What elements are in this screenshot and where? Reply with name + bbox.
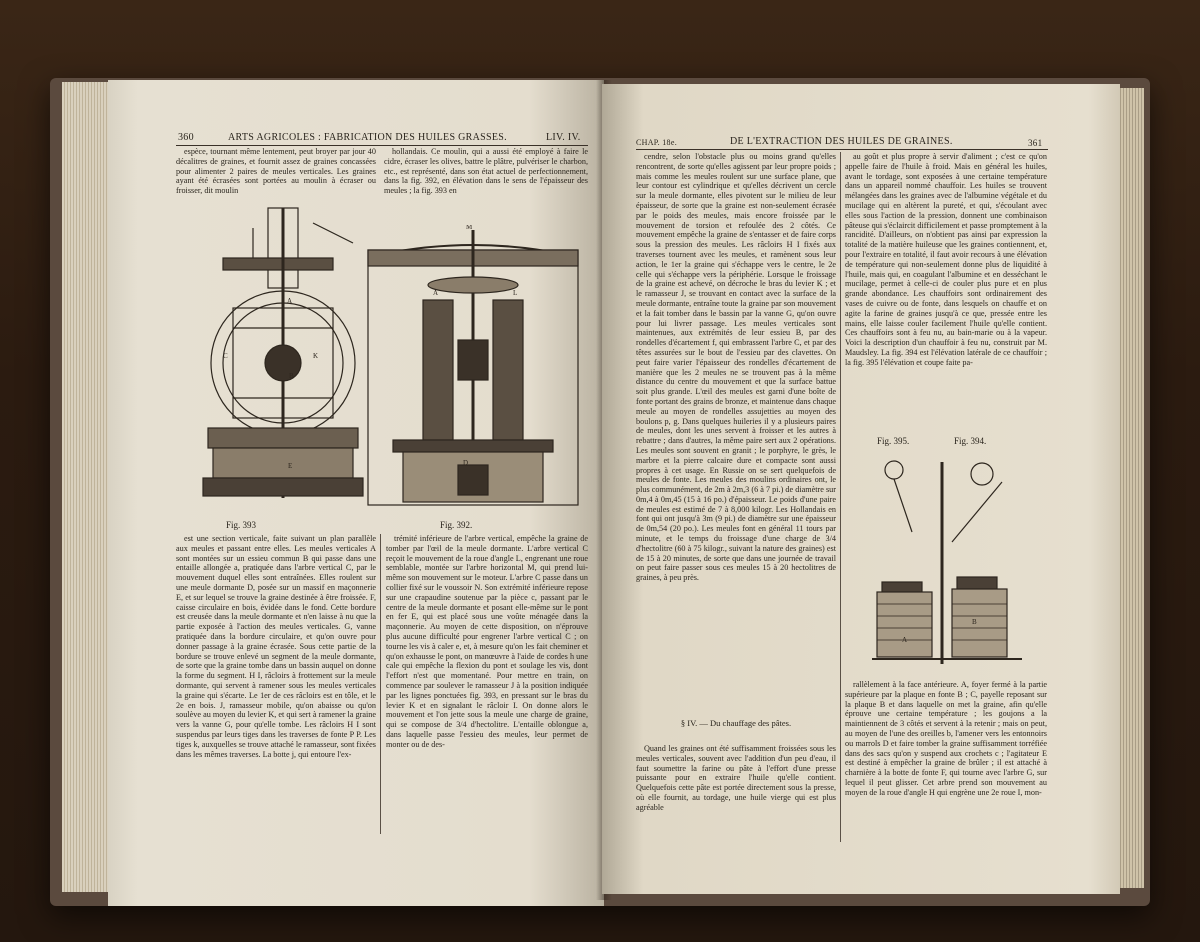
figure-392-engraving [363, 225, 583, 510]
page-number-left: 360 [178, 132, 194, 143]
top-column-1: espèce, tournant même lentement, peut broyer par jour 40 décalitres de graines, et fournit assez de graines concassées pour alimenter 2 paires de meules verticales. Les graines ayant été écrasées sont portées au moulin à écraser ou froisser, dit moulin [176, 147, 376, 196]
column-divider-left [380, 534, 381, 834]
caption-fig-395: Fig. 395. [877, 436, 910, 446]
figure-393-engraving [193, 198, 373, 508]
right-column-2: au goût et plus propre à servir d'aliment ; c'est ce qu'on appelle faire de l'huile à froid. Mais en général les huiles, avant le tordage, sont exposées à une certaine température dans un appareil nommé chauffoir. Les huiles se trouvent mélangées dans les graines avec de l'albumine végétale et du mucilage qui en altèrent la pureté, et qui, s'écoulant avec elles sous l'action de la pression, donnent une combinaison pâteuse qui s'éclaircit difficilement et passe promptement à la rancidité. D'ailleurs, on n'obtient pas ainsi par expression la totalité de la matière huileuse que les graines contiennent, et, pour l'extraire en totalité, il faut avoir recours à une élévation de température qui non-seulement donne plus de liquidité à l'huile, mais qui, en coagulant l'albumine et en desséchant le mucilage, permet à celle-ci de couler plus pure et en plus grande abondance. Les chauffoirs sont ordinairement des vases de cuivre ou de fonte, dans lesquels on chauffe et on agite la farine de graines jusqu'à ce que, pressée entre les mains, elle laisse couler facilement l'huile qu'elle contient. Ces chauffoirs sont à feu nu, au bain-marie ou à la vapeur. Voici la description d'un chauffoir à feu nu, construit par M. Maudsley. La fig. 394 est l'élévation latérale de ce chauffoir ; la fig. 395 l'élévation et coupe faite pa- [845, 152, 1047, 367]
page-edges-right [1118, 88, 1144, 888]
column-divider-right [840, 152, 841, 842]
label-c: C [223, 352, 228, 360]
right-column-2-continued: rallèlement à la face antérieure. A, foyer fermé à la partie supérieure par la plaque en fonte B ; C, payelle reposant sur la plaque B et dans laquelle on met la graine, afin qu'elle éprouve une certaine température ; les goujons a la maintiennent de 3 côtés et servent à la retenir ; mais on peut, au moyen de l'une des oreilles b, l'amener vers les entonnoirs ou marrols D et faire tomber la graine suffisamment torréfiée dans des sacs qu'on y suspend aux crochets c ; l'agitateur E est destiné à empêcher la graine de brûler ; il est attaché à charnière à la botte de fonte F, qui tourne avec l'arbre G, sur lequel il peut glisser. Cet arbre prend son mouvement au moyen de la roue d'angle H qui engrène une 2e roue I, mon- [845, 680, 1047, 797]
right-column-1-continued: Quand les graines ont été suffisamment froissées sous les meules verticales, souvent avec l'addition d'un peu d'eau, il faut soumettre la farine ou pâte à l'effort d'une presse puissante pour en extraire l'huile qu'elle contient. Quelquefois cette pâte est portée directement sous la presse, où elle fournit, au tordage, une huile vierge qui est plus agréable [636, 744, 836, 812]
chapter-label: CHAP. 18e. [636, 138, 678, 147]
page-number-right: 361 [1028, 138, 1043, 148]
page-edges-left [62, 82, 112, 892]
label-k: K [313, 352, 319, 360]
caption-fig-394: Fig. 394. [954, 436, 987, 446]
header-rule-right [636, 149, 1048, 150]
label-e: E [288, 462, 293, 470]
label-a-394: A [902, 636, 908, 644]
caption-fig-392: Fig. 392. [440, 520, 473, 530]
bottom-column-2: trémité inférieure de l'arbre vertical, empêche la graine de tomber par l'œil de la meule dormante. L'arbre vertical C reçoit le mouvement de la roue d'angle L, engrenant une roue semblable, montée sur l'arbre horizontal M, qui prend lui-même son mouvement sur le moteur. L'arbre C passe dans un collier fixé sur le voussoir N. Son extrémité inférieure repose sur une crapaudine soutenue par la pièce c, passant par le centre de la meule dormante et posant elle-même sur le pont en fer E, qui est placé sous une voûte ménagée dans la maçonnerie. Au moyen de cette disposition, on n'éprouve plus aucune difficulté pour engrener l'arbre vertical C ; on tourne les vis à caler e, et, à mesure qu'on les fait cheminer et qu'on exhausse le pont, on manœuvre à l'aide de cordes h une cale qui empêche la flexion du pont et soulage les vis, dont l'effort n'est que momentané. Pour mettre en train, on commence par soulever le ramasseur J à la position indiquée par les lignes ponctuées fig. 393, en pressant sur le bras du levier K et en signalant le râcloir I. On donne alors le mouvement et l'on jette sous la meule une charge de graine, qui se compose de 3/4 d'hectolitre. L'entaille oblongue a, dans laquelle passe l'essieu des meules, leur permet de monter ou de des- [386, 534, 588, 749]
caption-fig-393: Fig. 393 [226, 520, 257, 530]
section-heading: § IV. — Du chauffage des pâtes. [680, 718, 792, 728]
label-b: B [289, 372, 294, 380]
running-head-left: ARTS AGRICOLES : FABRICATION DES HUILES GRASSES. [228, 132, 507, 143]
left-page [108, 80, 604, 906]
label-m: M [466, 225, 473, 231]
label-a-392: A [433, 289, 439, 297]
book-label: LIV. IV. [546, 132, 581, 143]
label-l: L [513, 289, 518, 297]
header-rule [176, 145, 588, 146]
right-page [602, 84, 1120, 894]
label-a: A [287, 297, 293, 305]
right-column-1: cendre, selon l'obstacle plus ou moins grand qu'elles rencontrent, de sorte qu'elles agissent par leur propre poids ; mais comme les meules roulent sur une surface plane, que leur contour est cylindrique et qu'elles décrivent un cercle sur la meule dormante, elles pivotent sur le milieu de leur épaisseur, de sorte que la graine est non-seulement écrasée par le poids des meules, mais encore froissée par le mouvement de torsion et refoulée des 2 côtés. Ce mouvement empêche la graine de s'entasser et de faire corps sous la pression des meules. Les râcloirs H I fixés aux traverses tournent avec les meules, et ramènent sous leur action, le 1er la graine qui s'échappe vers le centre, le 2e celle qui s'échappe vers la périphérie. Lorsque le froissage de la graine est achevé, on décroche le bras du levier K ; et le ramasseur J, se trouvant en contact avec la surface de la meule dormante, entraîne toute la graine par son mouvement et la fait tomber dans le bassin par la vanne G, qu'on ouvre pour lui livrer passage. Les meules verticales sont maintenues, aux extrémités de leur essieu B, par des rondelles d'écartement f, qui embrassent l'arbre C, et par des têtes assurées sur le bout de l'essieu par des clavettes. On peut faire varier l'épaisseur des rondelles d'écartement de manière que les 2 meules ne se trouvent pas à la même distance du centre du mouvement et que la surface battue soit plus grande. L'œil des meules est garni d'une boîte de fonte portant des grains de bronze, et maintenue dans chaque meule au moyen de rondelles assujetties au moyen des boulons p, g. Dans quelques huileries il y a plusieurs paires de meules, dont les unes servent à froisser et les autres à rebattre ; dans d'autres, la même paire sert aux 2 opérations. Les meules sont souvent en granit ; le porphyre, le grès, le marbre et la pierre calcaire dure et compacte sont aussi propres à cet usage. En Russie on se sert quelquefois de meules de fonte. Les meules des moulins ordinaires ont, le plus communément, de 2m à 2m,3 (6 à 7 pi.) de diamètre sur 0m,4 à 0m,45 (15 à 16 po.) d'épaisseur. Le poids d'une paire de meules est estimé de 7 à 8,000 kilogr. Les Hollandais en font qui ont jusqu'à 3m (9 pi.) de diamètre sur une épaisseur de 0m,54 (20 po.). Les meules font en général 11 tours par minute, et le temps du froissage d'une charge de 3/4 d'hectolitre (60 à 75 kilogr., suivant la nature des graines) est de 15 à 20 minutes, de sorte que dans une journée de travail on peut faire passer sous ces meules 15 à 20 hectolitres de graines, à peu près. [636, 152, 836, 583]
label-b-394: B [972, 618, 977, 626]
top-column-2: hollandais. Ce moulin, qui a aussi été employé à faire le cidre, écraser les olives, battre le plâtre, pulvériser le charbon, etc., est représenté, dans son état actuel de perfectionnement, dans la fig. 392, en élévation dans le sens de l'épaisseur des meules ; la fig. 393 en [384, 147, 588, 196]
running-head-right: DE L'EXTRACTION DES HUILES DE GRAINES. [730, 136, 953, 147]
label-d: D [463, 459, 469, 467]
figure-394-395-engraving [872, 452, 1022, 674]
bottom-column-1: est une section verticale, faite suivant un plan parallèle aux meules et passant entre elles. Les meules verticales A sont montées sur un essieu commun B qui passe dans une entaille allongée a, pratiquée dans l'arbre vertical C, par le mouvement duquel elles sont entraînées. Elles roulent sur une meule dormante D, posée sur un massif en maçonnerie E, et sur lequel se trouve la graine destinée à être froissée. F, caisse circulaire en bois, évidée dans le fond. Cette bordure est creusée dans la meule dormante et n'en laisse à nu que la partie exposée à l'action des meules verticales. G, vanne pratiquée dans la bordure circulaire, et qu'on ouvre pour donner passage à la graine écrasée. Sous cette partie de la bordure se trouve enlevé un segment de la meule dormante, de sorte que la graine tombe dans un bassin auquel on donne la forme du segment. H I, râcloirs à frottement sur la meule dormante, qui servent à ramener sous les meules verticales la graine qui s'écarte. Le 1er de ces râcloirs est en tôle, et le 2e en bois. J, ramasseur mobile, qu'on abaisse ou qu'on soulève au moyen du levier K, et qui sert à ramener la graine vers la vanne G, pour qu'elle tombe. Les râcloirs H I sont suspendus par leurs tiges dans les traverses de fonte P P. Les tiges k, auxquelles se trouve attaché le ramasseur, sont fixées dans les mêmes traverses. La botte j, qui entoure l'ex- [176, 534, 376, 759]
